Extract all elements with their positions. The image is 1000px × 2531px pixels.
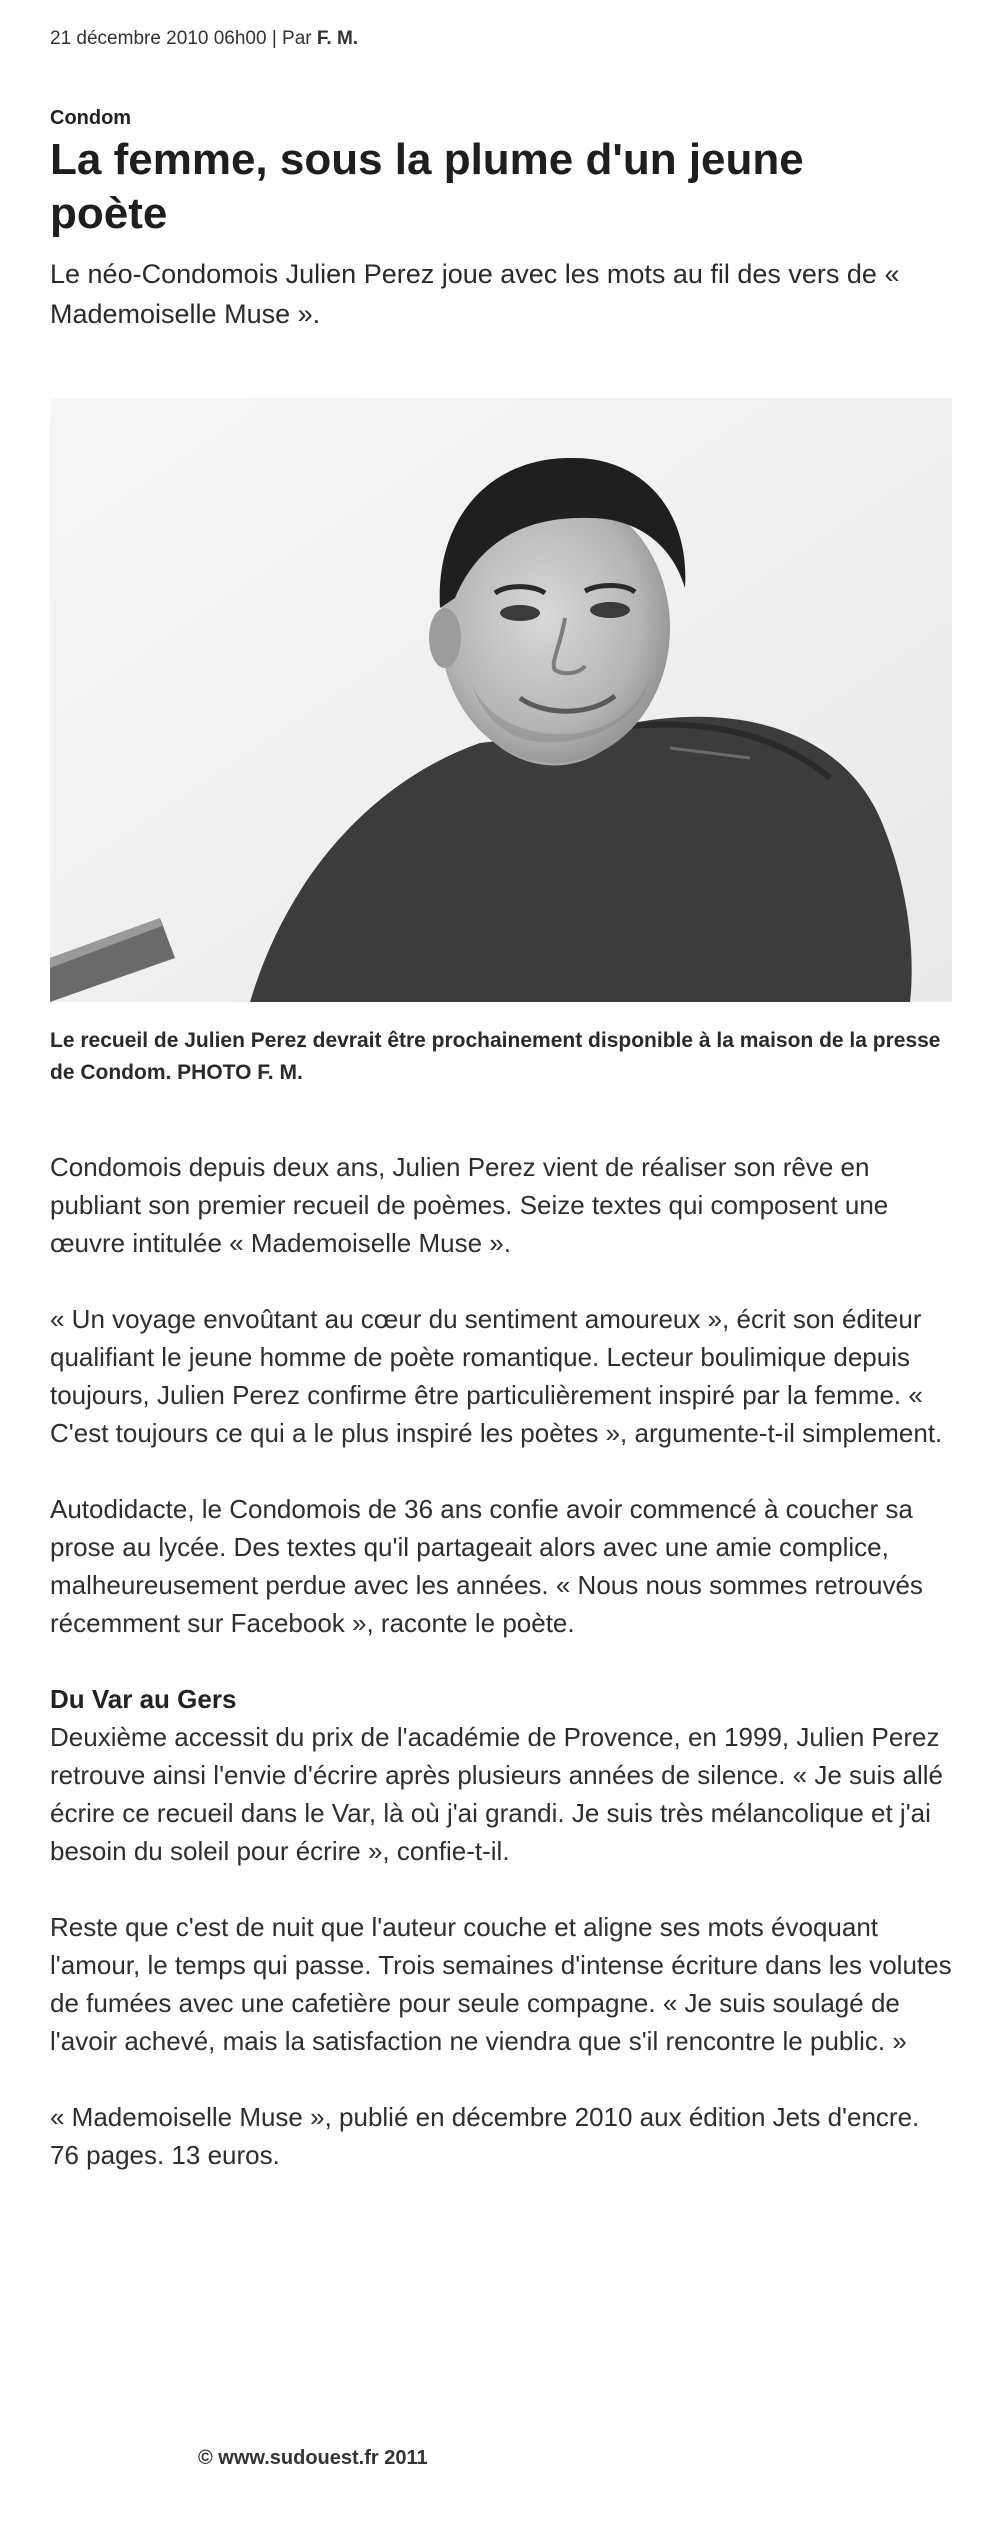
article-author: F. M.: [316, 28, 359, 49]
section-label: Condom: [50, 107, 132, 129]
copyright-footer: © www.sudouest.fr 2011: [198, 2447, 428, 2469]
photo-caption: Le recueil de Julien Perez devrait être prochainement disponible à la maison de la presse de Condom. PHOTO F. M.: [50, 1029, 941, 1084]
subheading: Du Var au Gers: [50, 1684, 237, 1714]
article-lead: Le néo-Condomois Julien Perez joue avec les mots au fil des vers de « Mademoiselle Muse ».: [50, 259, 900, 329]
paragraph: Reste que c'est de nuit que l'auteur couche et aligne ses mots évoquant l'amour, le temps qui passe. Trois semaines d'intense écriture dans les volutes de fumées avec une cafetière pour seule compagne. « Je suis soulagé de l'avoir achevé, mais la satisfaction ne viendra que s'il rencontre le public. »: [50, 1912, 952, 2056]
paragraph: Condomois depuis deux ans, Julien Perez vient de réaliser son rêve en publiant son premier recueil de poèmes. Seize textes qui composent une œuvre intitulée « Mademoiselle Muse ».: [50, 1152, 889, 1258]
paragraph: Deuxième accessit du prix de l'académie de Provence, en 1999, Julien Perez retrouve ainsi l'envie d'écrire après plusieurs années de silence. « Je suis allé écrire ce recueil dans le Var, là où j'ai grandi. Je suis très mélancolique et j'ai besoin du soleil pour écrire », confie-t-il.: [50, 1722, 943, 1866]
byline-separator: | Par: [266, 28, 317, 49]
article-photo: [50, 398, 952, 1002]
article-title: La femme, sous la plume d'un jeune poète: [50, 135, 804, 238]
article-body: [50, 1148, 955, 2212]
article-date: 21 décembre 2010 06h00: [50, 28, 267, 49]
article-meta: [50, 28, 358, 50]
paragraph: Autodidacte, le Condomois de 36 ans confie avoir commencé à coucher sa prose au lycée. Des textes qu'il partageait alors avec une amie complice, malheureusement perdue avec les années. « Nous nous sommes retrouvés récemment sur Facebook », raconte le poète.: [50, 1494, 923, 1638]
paragraph: « Un voyage envoûtant au cœur du sentiment amoureux », écrit son éditeur qualifiant le jeune homme de poète romantique. Lecteur boulimique depuis toujours, Julien Perez confirme être particulièrement inspiré par la femme. « C'est toujours ce qui a le plus inspiré les poètes », argumente-t-il simplement.: [50, 1304, 943, 1448]
paragraph: « Mademoiselle Muse », publié en décembre 2010 aux édition Jets d'encre. 76 pages. 13 euros.: [50, 2102, 920, 2170]
